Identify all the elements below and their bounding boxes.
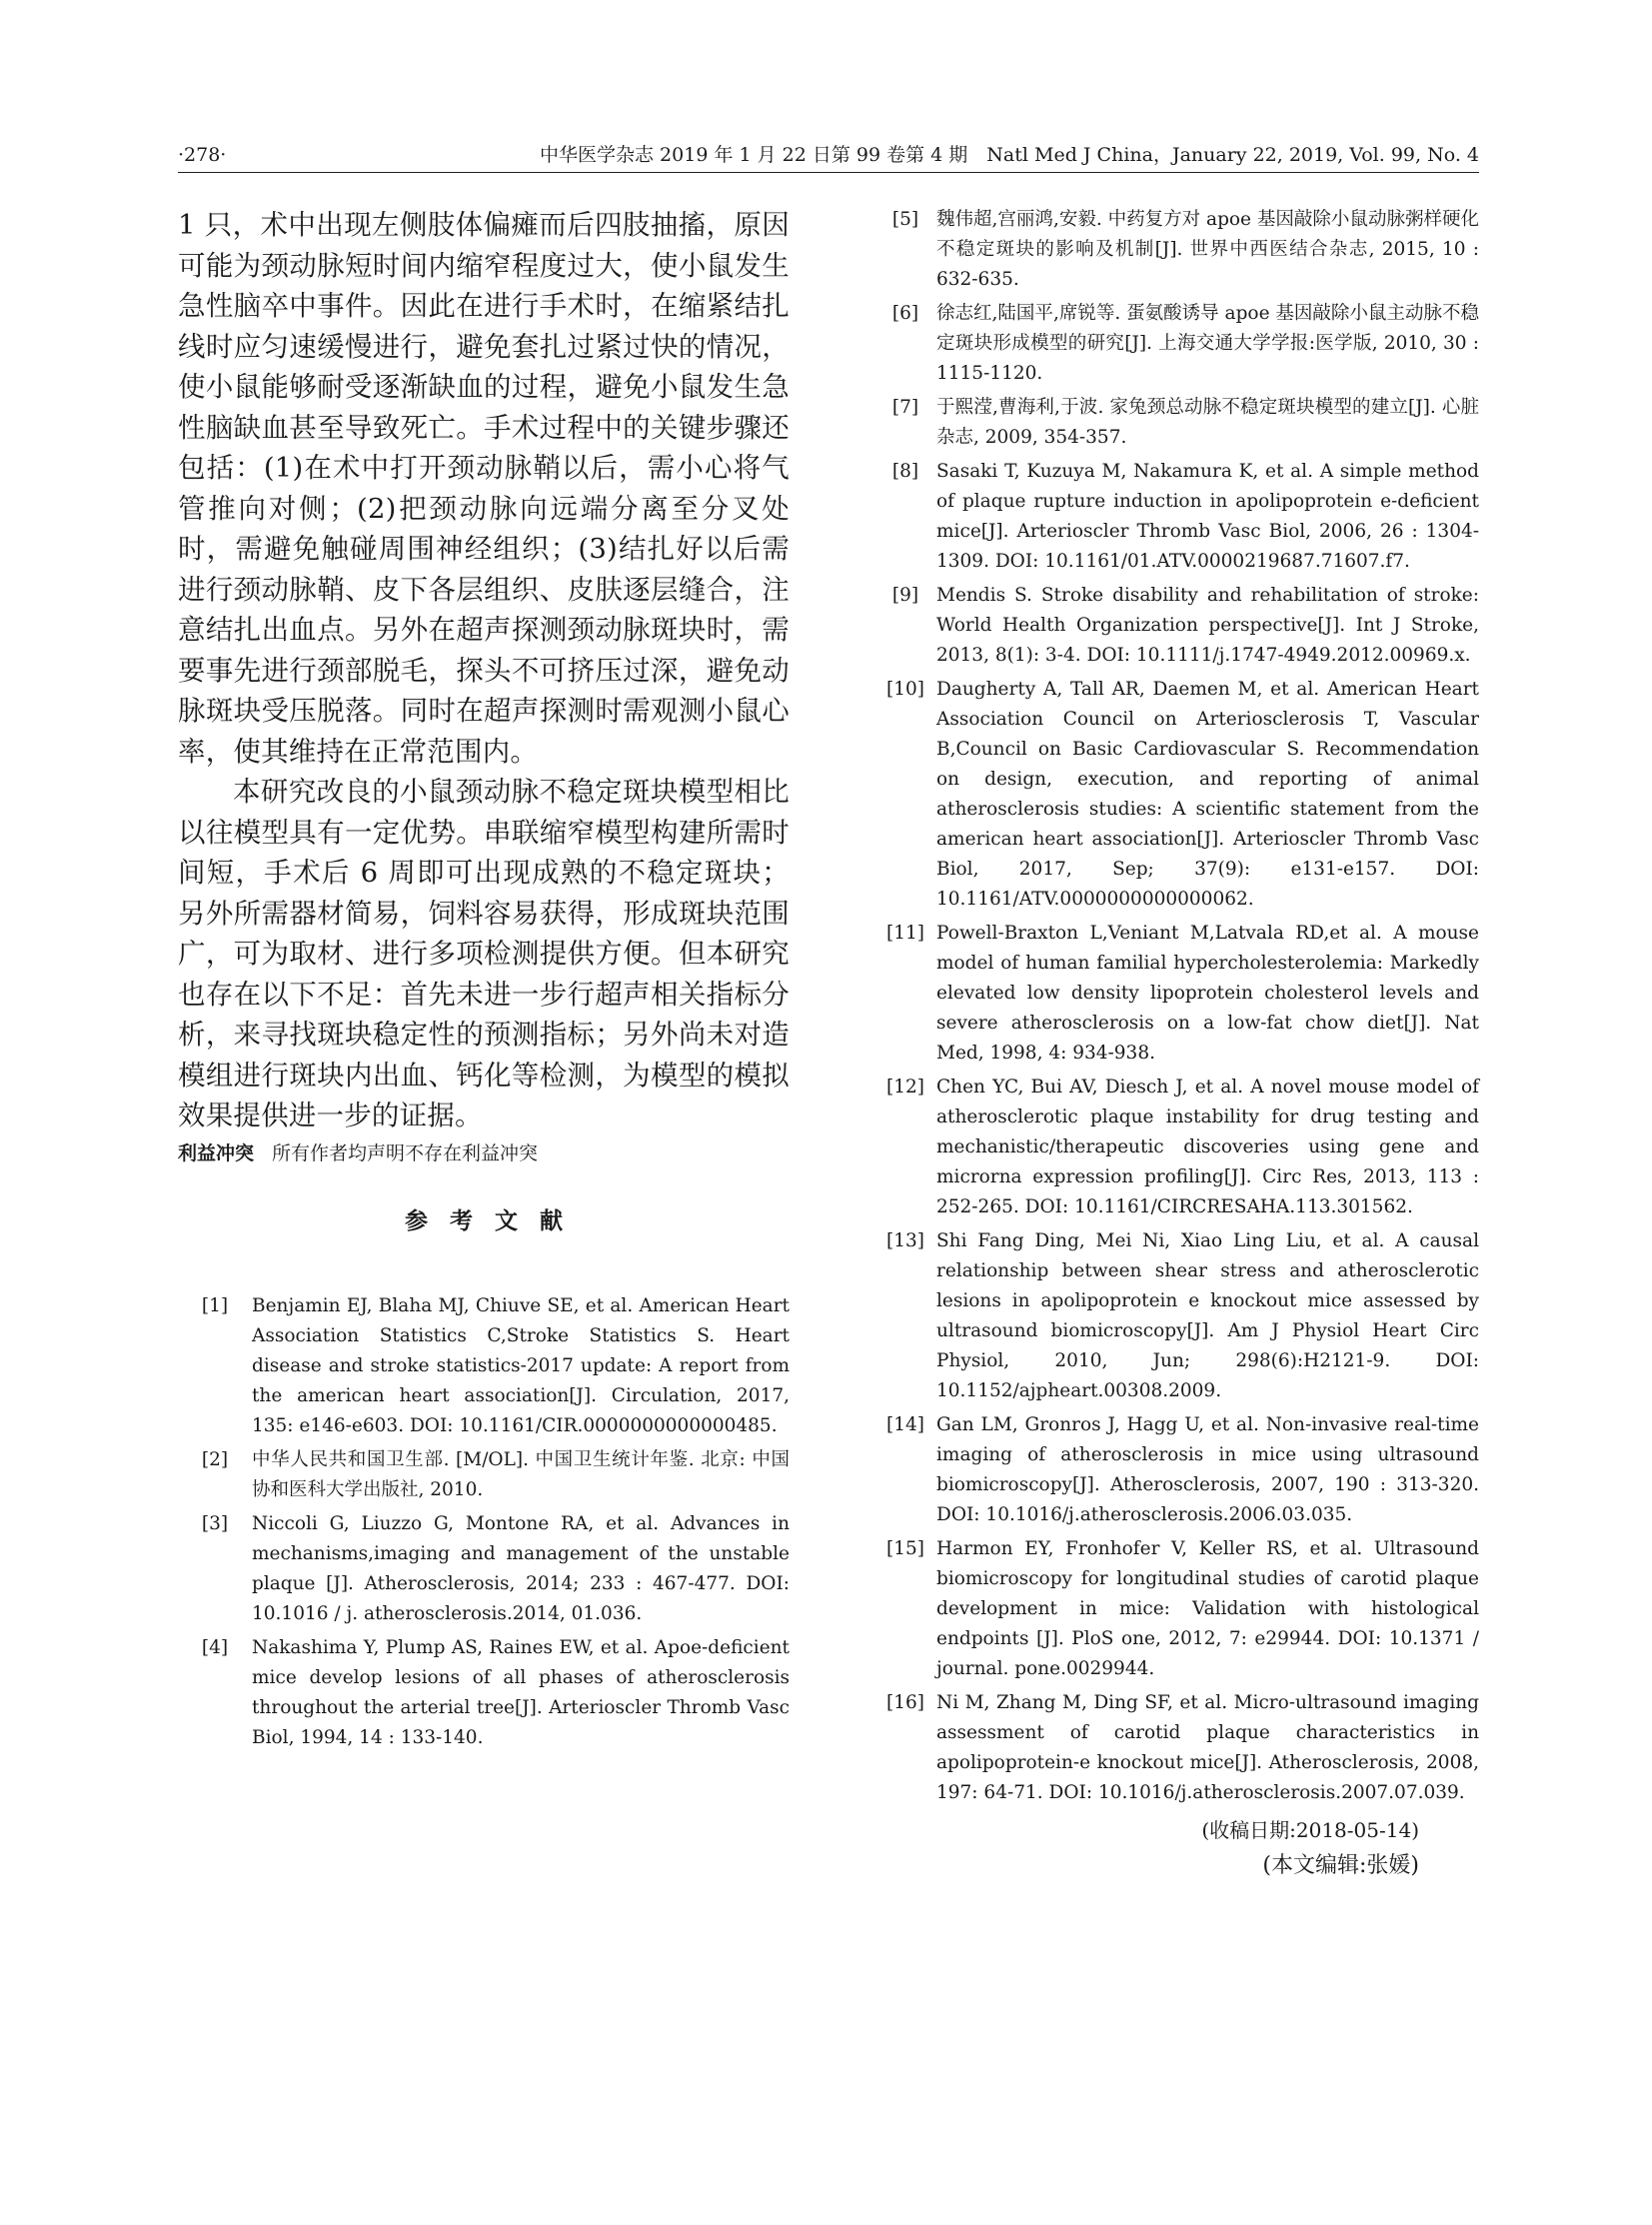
- reference-number: [10]: [886, 679, 924, 700]
- reference-list-right: [874, 205, 1479, 1808]
- reference-text: 徐志红,陆国平,席锐等. 蛋氨酸诱导 apoe 基因敲除小鼠主动脉不稳定斑块形成模型的研究[J]. 上海交通大学学报:医学版, 2010, 30 : 1115-1120.: [936, 303, 1479, 384]
- body-text: [178, 205, 790, 1136]
- reference-list-left: [178, 1291, 790, 1753]
- reference-text: Benjamin EJ, Blaha MJ, Chiuve SE, et al. American Heart Association Statistics C,Stroke Statistics S. Heart disease and stroke statistics-2017 update: A report from the american heart association[J]. Circulation, 2017, 135: e146-e603. DOI: 10.1161/CIR.0000000000000485.: [252, 1294, 790, 1436]
- reference-number: [8]: [891, 461, 919, 482]
- reference-item: [874, 1688, 1479, 1808]
- reference-number: [16]: [886, 1692, 924, 1713]
- reference-number: [13]: [886, 1230, 924, 1251]
- reference-number: [3]: [201, 1512, 229, 1534]
- reference-item: [874, 919, 1479, 1069]
- reference-text: Harmon EY, Fronhofer V, Keller RS, et al. Ultrasound biomicroscopy for longitudinal studies of carotid plaque development in mice: Validation with histological endpoints [J]. PloS one, 2012, 7: e29944. DOI: 10.1371 / journal. pone.0029944.: [936, 1538, 1479, 1679]
- reference-number: [6]: [891, 303, 919, 324]
- received-date: (收稿日期:2018-05-14): [1201, 1818, 1419, 1842]
- reference-item: [874, 393, 1479, 453]
- reference-text: Chen YC, Bui AV, Diesch J, et al. A novel mouse model of atherosclerotic plaque instability for drug testing and mechanistic/therapeutic discoveries using gene and microrna expression profiling[J]. Circ Res, 2013, 113 : 252-265. DOI: 10.1161/CIRCRESAHA.113.301562.: [936, 1077, 1479, 1217]
- reference-text: 魏伟超,宫丽鸿,安毅. 中药复方对 apoe 基因敲除小鼠动脉粥样硬化不稳定斑块的影响及机制[J]. 世界中西医结合杂志, 2015, 10 : 632-635.: [936, 209, 1479, 290]
- reference-text: Shi Fang Ding, Mei Ni, Xiao Ling Liu, et al. A causal relationship between shear stress and atherosclerotic lesions in apolipoprotein e knockout mice assessed by ultrasound biomicroscopy[J]. Am J Physiol Heart Circ Physiol, 2010, Jun; 298(6):H2121-9. DOI: 10.1152/ajpheart.00308.2009.: [936, 1230, 1479, 1401]
- reference-text: Gan LM, Gronros J, Hagg U, et al. Non-invasive real-time imaging of atherosclerosis in mice using ultrasound biomicroscopy[J]. Atherosclerosis, 2007, 190 : 313-320. DOI: 10.1016/j.atherosclerosis.2006.03.035.: [936, 1414, 1479, 1525]
- conflict-of-interest: [178, 1138, 790, 1168]
- reference-text: 中华人民共和国卫生部. [M/OL]. 中国卫生统计年鉴. 北京: 中国协和医科大学出版社, 2010.: [252, 1448, 790, 1500]
- body-paragraph: 1 只，术中出现左侧肢体偏瘫而后四肢抽搐，原因可能为颈动脉短时间内缩窄程度过大，使小鼠发生急性脑卒中事件。因此在进行手术时，在缩紧结扎线时应匀速缓慢进行，避免套扎过紧过快的情况，使小鼠能够耐受逐渐缺血的过程，避免小鼠发生急性脑缺血甚至导致死亡。手术过程中的关键步骤还包括：(1)在术中打开颈动脉鞘以后，需小心将气管推向对侧；(2)把颈动脉向远端分离至分叉处时，需避免触碰周围神经组织；(3)结扎好以后需进行颈动脉鞘、皮下各层组织、皮肤逐层缝合，注意结扎出血点。另外在超声探测颈动脉斑块时，需要事先进行颈部脱毛，探头不可挤压过深，避免动脉斑块受压脱落。同时在超声探测时需观测小鼠心率，使其维持在正常范围内。: [178, 209, 790, 768]
- conflict-label: 利益冲突: [178, 1141, 255, 1164]
- reference-number: [12]: [886, 1077, 924, 1098]
- reference-item: [874, 1226, 1479, 1406]
- reference-number: [14]: [886, 1414, 924, 1435]
- reference-number: [4]: [201, 1636, 229, 1658]
- reference-text: 于熙滢,曹海利,于波. 家兔颈总动脉不稳定斑块模型的建立[J]. 心脏杂志, 2009, 354-357.: [936, 397, 1479, 448]
- reference-text: Daugherty A, Tall AR, Daemen M, et al. American Heart Association Council on Arteriosclerosis T, Vascular B,Council on Basic Cardiovascular S. Recommendation on design, execution, and reporting of animal atherosclerosis studies: A scientific statement from the american heart association[J]. Arterioscler Thromb Vasc Biol, 2017, Sep; 37(9): e131-e157. DOI: 10.1161/ATV.0000000000000062.: [936, 679, 1479, 910]
- reference-number: [2]: [201, 1448, 229, 1470]
- reference-item: [874, 675, 1479, 915]
- reference-number: [11]: [886, 923, 924, 944]
- right-column: [874, 205, 1479, 1884]
- journal-citation: 中华医学杂志 2019 年 1 月 22 日第 99 卷第 4 期 Natl Med J China，January 22, 2019, Vol. 99, No. 4: [540, 144, 1479, 166]
- reference-item: [874, 1534, 1479, 1684]
- reference-item: [874, 457, 1479, 577]
- reference-number: [5]: [891, 209, 919, 230]
- reference-item: [874, 299, 1479, 389]
- reference-item: [178, 1509, 790, 1629]
- reference-item: [874, 1410, 1479, 1530]
- body-paragraph: 本研究改良的小鼠颈动脉不稳定斑块模型相比以往模型具有一定优势。串联缩窄模型构建所需时间短，手术后 6 周即可出现成熟的不稳定斑块；另外所需器材简易，饲料容易获得，形成斑块范围广，可为取材、进行多项检测提供方便。但本研究也存在以下不足：首先未进一步行超声相关指标分析，来寻找斑块稳定性的预测指标；另外尚未对造模组进行斑块内出血、钙化等检测，为模型的模拟效果提供进一步的证据。: [178, 776, 790, 1131]
- reference-text: Sasaki T, Kuzuya M, Nakamura K, et al. A simple method of plaque rupture induction in apolipoprotein e-deficient mice[J]. Arterioscler Thromb Vasc Biol, 2006, 26 : 1304-1309. DOI: 10.1161/01.ATV.0000219687.71607.f7.: [936, 461, 1479, 572]
- reference-item: [178, 1291, 790, 1441]
- reference-number: [1]: [201, 1294, 229, 1316]
- reference-text: Nakashima Y, Plump AS, Raines EW, et al. Apoe-deficient mice develop lesions of all phases of atherosclerosis throughout the arterial tree[J]. Arterioscler Thromb Vasc Biol, 1994, 14 : 133-140.: [252, 1636, 790, 1748]
- reference-item: [874, 581, 1479, 671]
- references-heading: 参考文献: [405, 1206, 585, 1234]
- reference-text: Mendis S. Stroke disability and rehabilitation of stroke: World Health Organization perspective[J]. Int J Stroke, 2013, 8(1): 3-4. DOI: 10.1111/j.1747-4949.2012.00969.x.: [936, 585, 1479, 666]
- reference-number: [15]: [886, 1538, 924, 1559]
- editor-note: (本文编辑:张媛): [1262, 1853, 1419, 1878]
- reference-number: [9]: [891, 585, 919, 606]
- running-header: [178, 138, 1479, 173]
- reference-text: Niccoli G, Liuzzo G, Montone RA, et al. Advances in mechanisms,imaging and management of the unstable plaque [J]. Atherosclerosis, 2014; 233 : 467-477. DOI: 10.1016 / j. atherosclerosis.2014, 01.036.: [252, 1512, 790, 1624]
- reference-text: Ni M, Zhang M, Ding SF, et al. Micro-ultrasound imaging assessment of carotid plaque characteristics in apolipoprotein-e knockout mice[J]. Atherosclerosis, 2008, 197: 64-71. DOI: 10.1016/j.atherosclerosis.2007.07.039.: [936, 1692, 1479, 1803]
- left-column: [178, 205, 790, 1757]
- reference-number: [7]: [891, 397, 919, 418]
- reference-item: [178, 1633, 790, 1753]
- conflict-text: 所有作者均声明不存在利益冲突: [272, 1141, 539, 1164]
- reference-item: [874, 1073, 1479, 1222]
- reference-item: [178, 1445, 790, 1505]
- page-number: ·278·: [178, 144, 227, 166]
- reference-item: [874, 205, 1479, 295]
- reference-text: Powell-Braxton L,Veniant M,Latvala RD,et al. A mouse model of human familial hypercholesterolemia: Markedly elevated low density lipoprotein cholesterol levels and severe atherosclerosis on a low-fat chow diet[J]. Nat Med, 1998, 4: 934-938.: [936, 923, 1479, 1064]
